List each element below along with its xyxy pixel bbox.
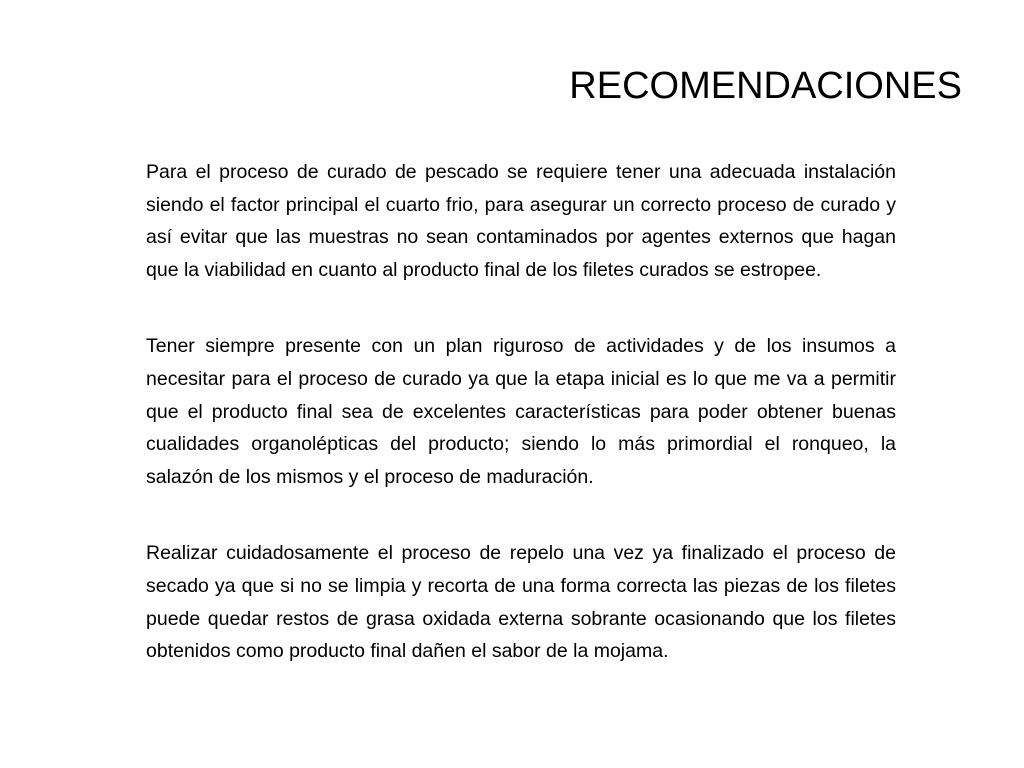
paragraph-2: Tener siempre presente con un plan riguroso de actividades y de los insumos a necesitar para el proceso de curado ya que la etapa inicial es lo que me va a permitir que el producto final sea de excelentes características para poder obtener buenas cualidades organolépticas del producto; siendo lo más primordial el ronqueo, la salazón de los mismos y el proceso de maduración. [146, 335, 896, 488]
slide-body [146, 156, 896, 712]
slide-title: RECOMENDACIONES [569, 65, 962, 107]
paragraph-1: Para el proceso de curado de pescado se requiere tener una adecuada instalación siendo el factor principal el cuarto frio, para asegurar un correcto proceso de curado y así evitar que las muestras no sean contaminados por agentes externos que hagan que la viabilidad en cuanto al producto final de los filetes curados se estropee. [146, 161, 896, 281]
paragraph-3: Realizar cuidadosamente el proceso de repelo una vez ya finalizado el proceso de secado ya que si no se limpia y recorta de una forma correcta las piezas de los filetes puede quedar restos de grasa oxidada externa sobrante ocasionando que los filetes obtenidos como producto final dañen el sabor de la mojama. [146, 542, 896, 663]
